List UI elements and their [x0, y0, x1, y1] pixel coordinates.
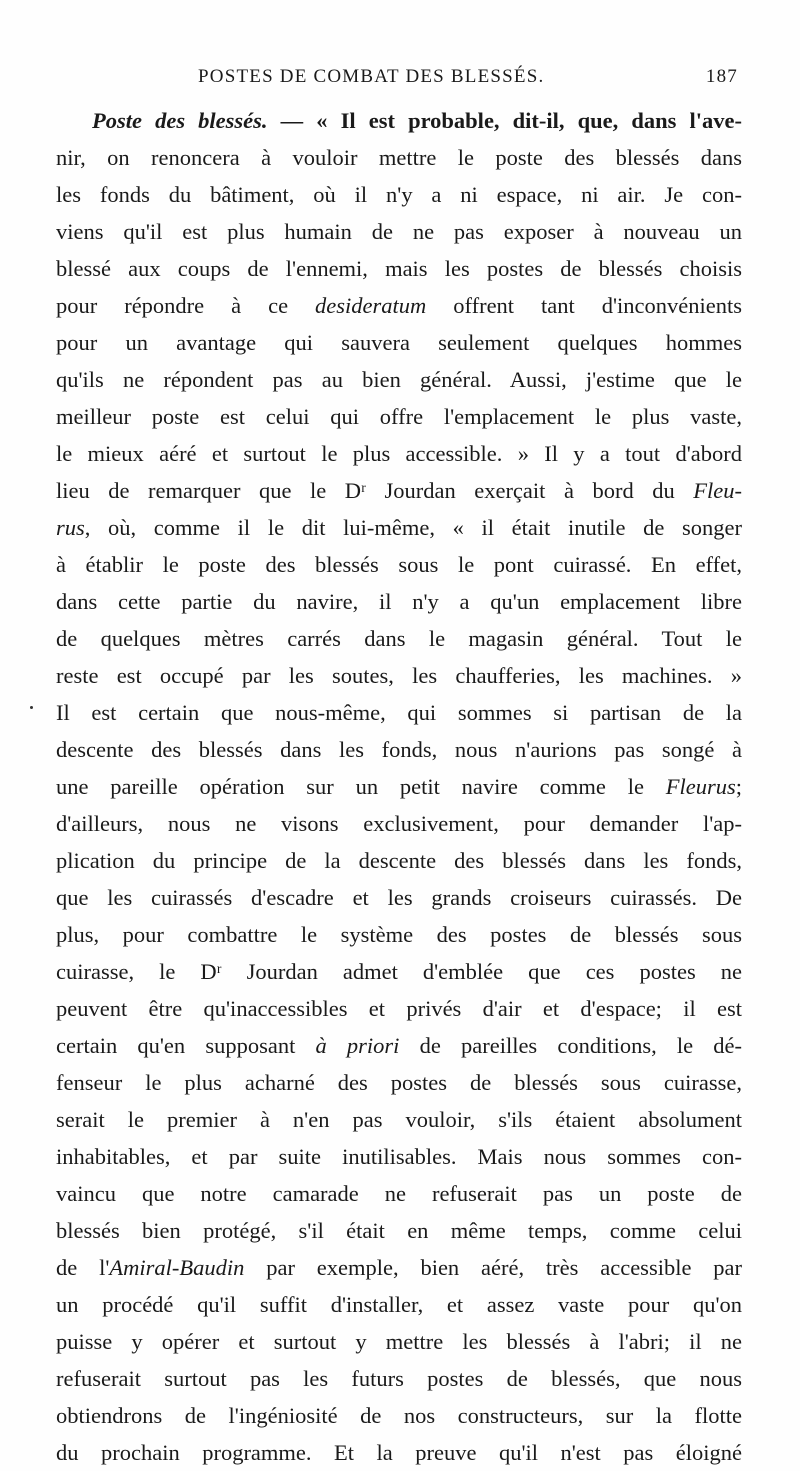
- text-line: puisse y opérer et surtout y mettre les blessés à l'abri; il ne: [56, 1329, 742, 1354]
- text-line: un procédé qu'il suffit d'installer, et assez vaste pour qu'on: [56, 1292, 742, 1317]
- text-line: qu'ils ne répondent pas au bien général. Aussi, j'estime que le: [56, 367, 742, 392]
- text-line: descente des blessés dans les fonds, nous n'aurions pas songé à: [56, 737, 742, 762]
- page-number: 187: [705, 66, 738, 87]
- text-line: le mieux aéré et surtout le plus accessible. » Il y a tout d'abord: [56, 441, 742, 466]
- italic-term: rus: [56, 515, 85, 540]
- text-line: [56, 102, 742, 139]
- text-line: pour un avantage qui sauvera seulement quelques hommes: [56, 330, 742, 355]
- italic-term: desideratum: [315, 293, 427, 318]
- text-line: Il est certain que nous-même, qui sommes si partisan de la: [56, 700, 742, 725]
- running-head: [118, 66, 738, 96]
- text-line: reste est occupé par les soutes, les chaufferies, les machines. »: [56, 663, 742, 688]
- text-line: à établir le poste des blessés sous le pont cuirassé. En effet,: [56, 552, 742, 577]
- text-line: fenseur le plus acharné des postes de blessés sous cuirasse,: [56, 1070, 742, 1095]
- text-line: refuserait surtout pas les futurs postes de blessés, que nous: [56, 1366, 742, 1391]
- italic-term: Amiral-Baudin: [109, 1255, 245, 1280]
- line-text: par exemple, bien aéré, très accessible par: [244, 1255, 742, 1280]
- text-line: les fonds du bâtiment, où il n'y a ni espace, ni air. Je con-: [56, 182, 742, 207]
- text-line: [56, 1249, 742, 1286]
- text-line: peuvent être qu'inaccessibles et privés d'air et d'espace; il est: [56, 996, 742, 1021]
- text-line: meilleur poste est celui qui offre l'emplacement le plus vaste,: [56, 404, 742, 429]
- text-line: [56, 509, 742, 546]
- text-line: [56, 287, 742, 324]
- margin-mark: [30, 706, 33, 709]
- text-line: serait le premier à n'en pas vouloir, s'ils étaient absolument: [56, 1107, 742, 1132]
- text-line: obtiendrons de l'ingéniosité de nos constructeurs, sur la flotte: [56, 1403, 742, 1428]
- line-text: lieu de remarquer que le Dʳ Jourdan exerçait à bord du: [56, 478, 694, 503]
- paragraph-lead-in: Poste des blessés.: [92, 108, 268, 133]
- line-text: pour répondre à ce: [56, 293, 316, 318]
- text-line: blessé aux coups de l'ennemi, mais les postes de blessés choisis: [56, 256, 742, 281]
- text-line: vaincu que notre camarade ne refuserait pas un poste de: [56, 1181, 742, 1206]
- line-text: offrent tant d'inconvénients: [426, 293, 742, 318]
- line-text: , où, comme il le dit lui-même, « il était inutile de songer: [84, 515, 742, 540]
- running-title: POSTES DE COMBAT DES BLESSÉS.: [198, 66, 545, 87]
- text-line: plus, pour combattre le système des postes de blessés sous: [56, 922, 742, 947]
- text-line: cuirasse, le Dʳ Jourdan admet d'emblée que ces postes ne: [56, 959, 742, 984]
- line-text: — « Il est probable, dit-il, que, dans l'ave-: [267, 108, 742, 133]
- body-paragraph: [56, 102, 742, 1471]
- text-line: nir, on renoncera à vouloir mettre le poste des blessés dans: [56, 145, 742, 170]
- text-line: d'ailleurs, nous ne visons exclusivement, pour demander l'ap-: [56, 811, 742, 836]
- italic-term: à priori: [315, 1033, 400, 1058]
- line-text: ;: [735, 774, 742, 799]
- text-line: dans cette partie du navire, il n'y a qu'un emplacement libre: [56, 589, 742, 614]
- text-line: viens qu'il est plus humain de ne pas exposer à nouveau un: [56, 219, 742, 244]
- text-line: du prochain programme. Et la preuve qu'il n'est pas éloigné: [56, 1440, 742, 1465]
- italic-term: Fleurus: [665, 774, 736, 799]
- text-line: [56, 1027, 742, 1064]
- line-text: de pareilles conditions, le dé-: [399, 1033, 743, 1058]
- italic-term: Fleu-: [693, 478, 742, 503]
- text-line: que les cuirassés d'escadre et les grands croiseurs cuirassés. De: [56, 885, 742, 910]
- line-text: une pareille opération sur un petit navire comme le: [56, 774, 666, 799]
- line-text: de l': [56, 1255, 110, 1280]
- text-line: [56, 472, 742, 509]
- text-line: inhabitables, et par suite inutilisables. Mais nous sommes con-: [56, 1144, 742, 1169]
- text-line: blessés bien protégé, s'il était en même temps, comme celui: [56, 1218, 742, 1243]
- text-line: plication du principe de la descente des blessés dans les fonds,: [56, 848, 742, 873]
- text-line: [56, 768, 742, 805]
- text-line: de quelques mètres carrés dans le magasin général. Tout le: [56, 626, 742, 651]
- line-text: certain qu'en supposant: [56, 1033, 316, 1058]
